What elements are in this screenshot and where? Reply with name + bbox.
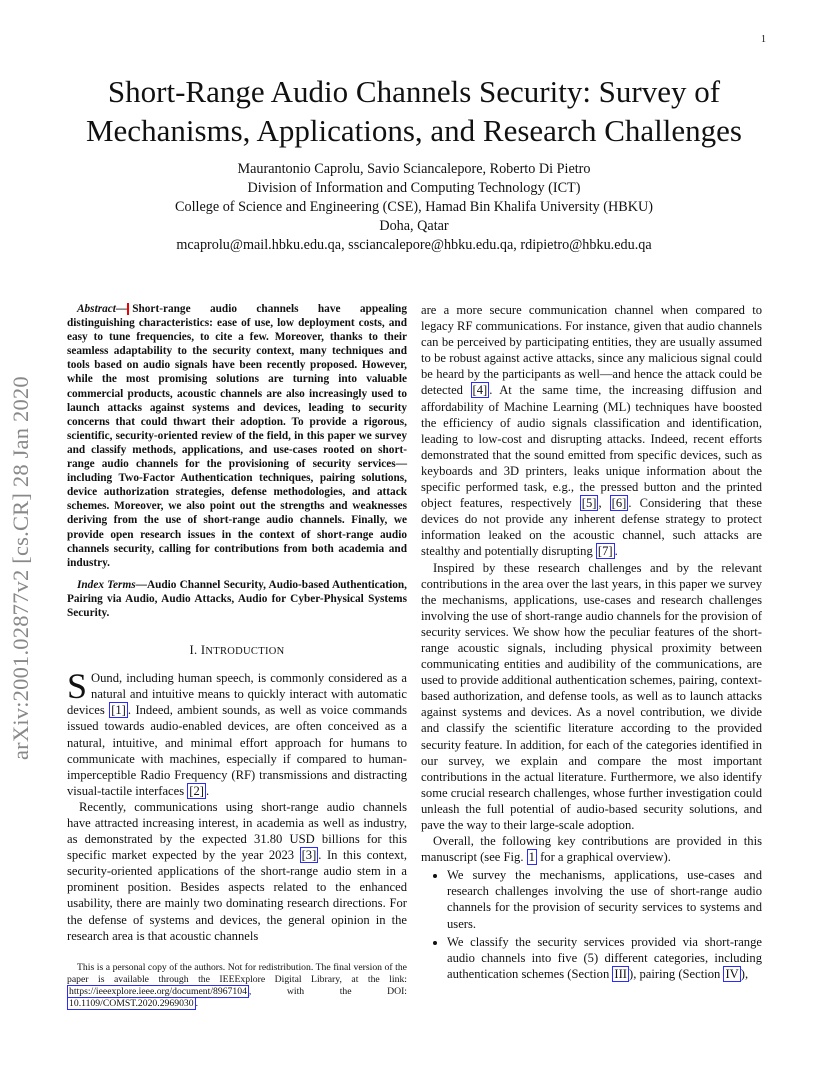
footnote-url-link[interactable]: https://ieeexplore.ieee.org/document/8967104 bbox=[69, 986, 247, 998]
section-heading-rest: NTRODUCTION bbox=[205, 646, 285, 658]
intro-paragraph-4: Inspired by these research challenges and by the relevant contributions in the area over the last years, in this paper we survey the mechanisms, applications, use-cases and research challenges involving the use of short-range audio channels for the provision of security services. We show how the peculiar features of the short-range acoustic signals, including physical proximity between communicating entities and audibility of the communications, are used to provide additional authentication schemes, pairing, context-based authorization, and defense tools, as well as to launch attacks against systems and devices. As a novel contribution, we divide and classify the scientific literature according to the provided security feature. In addition, for each of the categories identified in our survey, we explain and compare the most important contributions in the actual literature. Furthermore, we also identify some crucial research challenges, whose further investigation could unleash the full potential of audio-based security solutions, and pave the way to their large-scale adoption. bbox=[421, 560, 762, 832]
drop-cap: S bbox=[67, 666, 88, 707]
right-p3-text-e: . bbox=[614, 544, 618, 559]
footnote bbox=[67, 962, 407, 1010]
footnote-text: This is a personal copy of the authors. Not for redistribution. The final version of the paper is available through the IEEExplore Digital Library, at the link: bbox=[67, 962, 407, 986]
citation-5-link[interactable]: [5] bbox=[581, 496, 597, 511]
page-number: 1 bbox=[761, 34, 766, 45]
section-heading-introduction bbox=[67, 642, 407, 660]
index-terms-label: Index Terms bbox=[77, 578, 136, 591]
section-heading-numeral: I. I bbox=[189, 643, 206, 658]
intro-paragraph-5 bbox=[421, 833, 762, 865]
abstract-dash: — bbox=[115, 303, 128, 315]
affiliation-college: College of Science and Engineering (CSE), Hamad Bin Khalifa University (HBKU) bbox=[175, 199, 653, 215]
citation-6-link[interactable]: [6] bbox=[611, 496, 627, 511]
abstract-text: Short-range audio channels have appealing distinguishing characteristics: ease of use, low deployment costs, and easy to tune frequencies, to cite a few. Moreover, thanks to their seamless adaptability to the security context, many techniques and tools based on audio signals have been recently proposed. However, while the most promising solutions are turning into valuable commercial products, acoustic channels are also increasingly used to launch attacks against systems and devices, leading to security concerns that could thwart their adoption. To provide a rigorous, scientific, security-oriented review of the field, in this paper we survey and classify methods, applications, and use-cases rooted on short-range audio channels for the provisioning of security services—including Two-Factor Authentication techniques, pairing solutions, device authorization strategies, defense methodologies, and attack schemes. Moreover, we also point out the strengths and weaknesses deriving from the use of short-range audio channels. Finally, we provide open research issues in the context of short-range audio channels security, calling for contributions from both academia and industry. bbox=[67, 303, 407, 569]
right-p3-text-a: are a more secure communication channel when compared to legacy RF communications. For instance, given that audio channels can be perceived by participating entities, they are usually assumed to be robust against active attacks, since any malicious signal could be heard by the participants as well—and hence the attack could be detected bbox=[421, 303, 762, 398]
intro-paragraph-2 bbox=[67, 799, 407, 944]
footnote-end: . bbox=[195, 998, 199, 1010]
index-terms bbox=[67, 578, 407, 620]
right-p3-text-d: . Considering that these devices do not provide any inherent defense strategy to protect information leaked on the acoustic channel, such attacks are stealthy and potentially disrupting bbox=[421, 496, 762, 559]
contributions-list bbox=[421, 867, 762, 982]
right-p3-text-b: . At the same time, the increasing diffusion and affordability of Machine Learning (ML) techniques have boosted the efficiency of audio signals classification and identification, leading to low-cost and disrupting attacks. Indeed, recent efforts demonstrated that the sound emitted from specific devices, such as keyboards and 3D printers, leaks unique information about the specific performed task, e.g., the pressed button and the printed object features, respectively bbox=[421, 383, 762, 511]
right-p3-text-c: , bbox=[598, 496, 610, 511]
index-terms-text: —Audio Channel Security, Audio-based Authentication, Pairing via Audio, Audio Attacks, Audio for Cyber-Physical Systems Security. bbox=[67, 578, 407, 619]
section-iii-link[interactable]: III bbox=[614, 966, 628, 981]
bullet2-text-c: ), bbox=[740, 966, 749, 981]
intro-paragraph-1 bbox=[67, 666, 407, 799]
intro-p2-text-b: . In this context, security-oriented applications of the short-range audio stem in a prominent position. Besides aspects related to the enhanced usability, there are mainly two dominating research directions. For the defense of systems and devices, the general opinion in the research area is that acoustic channels bbox=[67, 848, 407, 943]
abstract bbox=[67, 302, 407, 570]
citation-1-link[interactable]: [1] bbox=[111, 703, 126, 718]
citation-4-link[interactable]: [4] bbox=[472, 383, 488, 398]
left-column bbox=[67, 302, 407, 944]
list-item bbox=[447, 934, 762, 982]
intro-p1-text-c: . bbox=[205, 783, 210, 798]
affiliation-city: Doha, Qatar bbox=[379, 218, 449, 234]
author-block bbox=[60, 160, 768, 255]
section-iv-link[interactable]: IV bbox=[725, 966, 739, 981]
intro-p1-text-a: Ound, including human speech, is commonly considered as a natural and intuitive means to quickly interact with automatic devices bbox=[67, 671, 407, 718]
right-p5-text-b: for a graphical overview). bbox=[536, 850, 671, 865]
footnote-doi-link[interactable]: 10.1109/COMST.2020.2969030 bbox=[69, 998, 194, 1010]
abstract-label: Abstract bbox=[77, 303, 116, 315]
intro-paragraph-3 bbox=[421, 302, 762, 560]
citation-2-link[interactable]: [2] bbox=[189, 783, 204, 798]
arxiv-identifier-stamp: arXiv:2001.02877v2 [cs.CR] 28 Jan 2020 bbox=[8, 376, 33, 760]
list-item: • We survey the mechanisms, applications, use-cases and research challenges involving the use of short-range audio channels for the provision of security services to systems and users. bbox=[447, 867, 762, 931]
right-column bbox=[421, 302, 762, 984]
paper-title: Short-Range Audio Channels Security: Survey of Mechanisms, Applications, and Research Challenges bbox=[85, 74, 742, 148]
affiliation-division: Division of Information and Computing Technology (ICT) bbox=[247, 180, 581, 196]
bullet2-text-a: We classify the security services provided via short-range audio channels into five (5) different categories, including authentication schemes (Section bbox=[447, 934, 762, 981]
citation-3-link[interactable]: [3] bbox=[301, 848, 317, 863]
intro-p2-text-a: Recently, communications using short-range audio channels have attracted increasing interest, in academia as well as industry, as demonstrated by the expected 31.80 USD billions for this specific market expected by the year 2023 bbox=[67, 799, 407, 863]
abstract-marker bbox=[127, 303, 129, 315]
citation-7-link[interactable]: [7] bbox=[597, 544, 613, 559]
figure-1-link[interactable]: 1 bbox=[528, 850, 535, 865]
intro-p1-text-b: . Indeed, ambient sounds, as well as voice commands issued towards audio-enabled devices, are often conceived as a natural, intuitive, and minimal effort approach for humans to communicate with machines, especially if compared to human-imperceptible Radio Frequency (RF) transmissions and distracting visual-tactile interfaces bbox=[67, 703, 407, 798]
bullet2-text-b: ), pairing (Section bbox=[629, 966, 724, 981]
author-emails: mcaprolu@mail.hbku.edu.qa, ssciancalepore@hbku.edu.qa, rdipietro@hbku.edu.qa bbox=[176, 237, 652, 253]
footnote-mid: , with the DOI: bbox=[248, 986, 407, 998]
right-p5-text-a: Overall, the following key contributions are provided in this manuscript (see Fig. bbox=[421, 834, 762, 865]
author-names: Maurantonio Caprolu, Savio Sciancalepore, Roberto Di Pietro bbox=[237, 161, 591, 177]
